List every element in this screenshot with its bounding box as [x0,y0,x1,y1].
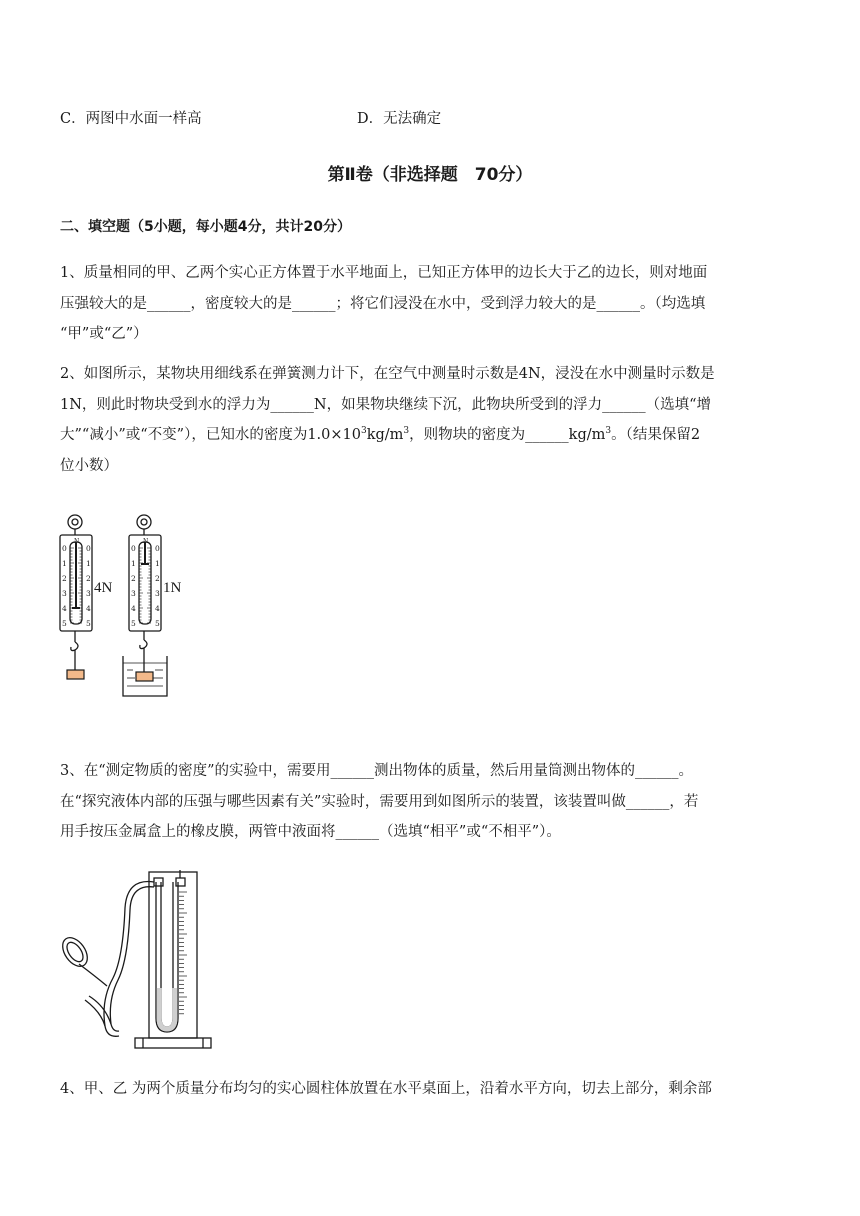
q1-line2: 压强较大的是______，密度较大的是______；将它们浸没在水中，受到浮力较大的是______。（均选填 [60,295,706,312]
q3-line3: 用手按压金属盒上的橡皮膜，两管中液面将______（选填“相平”或“不相平”）。 [60,824,561,840]
scale-tick-label: 3 [86,589,91,598]
scale-tick-label: 5 [62,619,67,628]
scale-tick-label: 1 [131,559,136,568]
q2-line2: 1N，则此时物块受到水的浮力为______N，如果物块继续下沉，此物块所受到的浮力______（选填“增 [60,396,712,413]
scale-tick-label: 0 [131,544,136,553]
option-c: C．两图中水面一样高 [60,111,202,127]
q2-line1: 2、如图所示，某物块用细线系在弹簧测力计下，在空气中测量时示数是4N，浸没在水中测量时示数是 [60,366,715,382]
scale-tick-label: 0 [62,544,67,553]
scale-tick-label: 3 [155,589,160,598]
scale-unit-label: N [74,538,80,545]
scale-tick-label: 2 [131,574,136,583]
scale-tick-label: 1 [155,559,160,568]
scale-tick-label: 5 [131,619,136,628]
scale-tick-label: 4 [155,604,160,613]
q1-line3: “甲”或“乙”） [60,326,148,342]
scale-tick-label: 4 [86,604,91,613]
gauge-scale-ticks [179,892,187,1014]
section-title: 第Ⅱ卷（非选择题 70分） [327,165,533,185]
scale-tick-label: 5 [155,619,160,628]
reading-left: 4N [94,580,113,596]
q3-line1: 3、在“测定物质的密度”的实验中，需要用______测出物体的质量，然后用量筒测出物体的______。 [60,763,694,779]
scale-tick-label: 4 [131,604,136,613]
q2-line4: 位小数） [60,457,118,474]
block-in-water [136,672,153,681]
scale-tick-label: 0 [155,544,160,553]
gauge-base [135,1038,211,1048]
answer-options [60,109,800,129]
scale-unit-label: N [143,538,149,545]
q1-line1: 1、质量相同的甲、乙两个实心正方体置于水平地面上，已知正方体甲的边长大于乙的边长，则对地面 [60,265,708,281]
metal-box [58,933,93,971]
block-in-air [67,670,84,679]
scale-tick-label: 5 [86,619,91,628]
part-heading: 二、填空题（5小题，每小题4分，共计20分） [60,219,351,235]
q4-line1: 4、甲、乙 为两个质量分布均匀的实心圆柱体放置在水平桌面上，沿着水平方向，切去上部分，剩余部 [60,1081,712,1097]
q2-line3: 大”“减小”或“不变”），已知水的密度为$1.0\times 10^3kg/m^3$，则物块的密度为$\_\_\_\_\_\_kg/m^3$。（结果保留2 [60,426,701,443]
question-3 [60,756,805,848]
scale-tick-label: 2 [86,574,91,583]
liquid-column [157,988,178,1031]
option-d: D．无法确定 [357,111,442,127]
scale-tick-label: 2 [155,574,160,583]
scale-tick-label: 1 [86,559,91,568]
scale-tick-label: 0 [86,544,91,553]
scale-tick-label: 3 [62,589,67,598]
question-2 [60,359,805,481]
pressure-gauge-figure [55,868,225,1054]
scale-tick-label: 3 [131,589,136,598]
q3-line2: 在“探究液体内部的压强与哪些因素有关”实验时，需要用到如图所示的装置，该装置叫做______，若 [60,793,699,810]
scale-tick-label: 2 [62,574,67,583]
question-4 [60,1074,805,1105]
question-1 [60,258,805,350]
scale-tick-label: 4 [62,604,67,613]
reading-right: 1N [163,580,182,596]
spring-scale-figure [55,512,205,704]
scale-tick-label: 1 [62,559,67,568]
